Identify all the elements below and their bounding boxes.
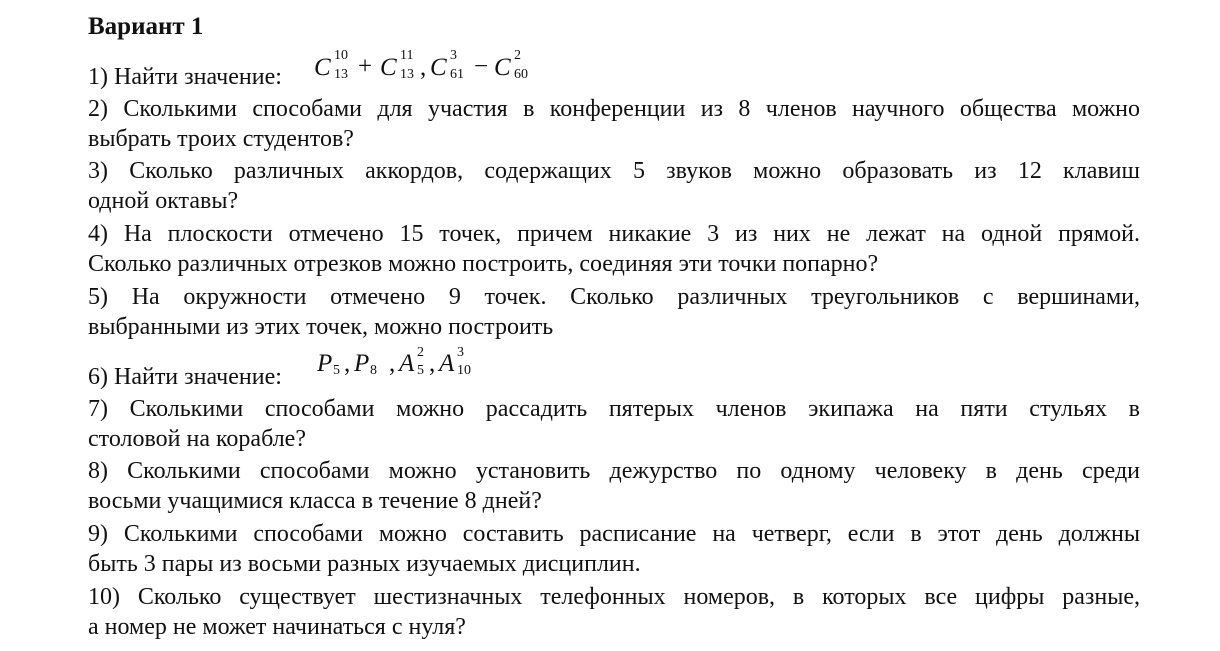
formula-1-c1: C [314, 54, 331, 81]
formula-1-plus: + [358, 53, 373, 80]
formula-1-c2: C [380, 54, 397, 81]
task-7-line-1: 7) Сколькими способами можно рассадить пятерых членов экипажа на пяти стульях в [88, 396, 1140, 422]
formula-2-p1: P [317, 350, 333, 377]
task-6-label: 6) Найти значение: [88, 364, 282, 390]
task-10-line-1: 10) Сколько существует шестизначных телефонных номеров, в которых все цифры разные, [88, 584, 1140, 610]
formula-2-a2: A [439, 350, 455, 377]
task-8-line-1: 8) Сколькими способами можно установить дежурство по одному человеку в день среди [88, 458, 1140, 484]
formula-2-p1-sub: 5 [333, 363, 340, 378]
task-2-line-2: выбрать троих студентов? [88, 126, 354, 152]
formula-1-c3: C [430, 54, 447, 81]
task-1-label: 1) Найти значение: [88, 64, 282, 90]
formula-1-c4-sup: 2 [514, 48, 521, 63]
task-5-line-1: 5) На окружности отмечено 9 точек. Сколько различных треугольников с вершинами, [88, 284, 1140, 310]
task-4-line-2: Сколько различных отрезков можно построить, соединяя эти точки попарно? [88, 251, 879, 277]
task-9-line-2: быть 3 пары из восьми разных изучаемых дисциплин. [88, 551, 641, 577]
formula-2-p2: P [354, 350, 370, 377]
formula-2-a2-sup: 3 [457, 345, 464, 360]
task-3-line-2: одной октавы? [88, 188, 239, 214]
formula-1-c2-sub: 13 [400, 67, 414, 82]
formula-2-comma-2: , [389, 350, 396, 377]
formula-1-c3-sub: 61 [450, 67, 464, 82]
task-3-line-1: 3) Сколько различных аккордов, содержащих 5 звуков можно образовать из 12 клавиш [88, 158, 1140, 184]
task-4-line-1: 4) На плоскости отмечено 15 точек, причем никакие 3 из них не лежат на одной прямой. [88, 221, 1140, 247]
formula-2-a1-sub: 5 [417, 363, 424, 378]
formula-1-c1-sup: 10 [334, 48, 348, 63]
formula-1-c3-sup: 3 [450, 48, 457, 63]
task-8-line-2: восьми учащимися класса в течение 8 дней? [88, 488, 542, 514]
formula-2-comma-3: , [429, 350, 436, 377]
formula-2-comma-1: , [344, 350, 351, 377]
formula-1-c4-sub: 60 [514, 67, 528, 82]
task-7-line-2: столовой на корабле? [88, 426, 306, 452]
formula-1-c4: C [494, 54, 511, 81]
task-10-line-2: а номер не может начинаться с нуля? [88, 614, 466, 640]
formula-1-c2-sup: 11 [400, 48, 414, 63]
formula-2-a1-sup: 2 [417, 345, 424, 360]
formula-2-a2-sub: 10 [457, 363, 471, 378]
task-2-line-1: 2) Сколькими способами для участия в конференции из 8 членов научного общества можно [88, 96, 1140, 122]
formula-1-comma: , [420, 54, 427, 81]
formula-2-p2-sub: 8 [370, 363, 377, 378]
formula-1-c1-sub: 13 [334, 67, 348, 82]
formula-1-minus: − [474, 53, 489, 80]
task-5-line-2: выбранными из этих точек, можно построить [88, 314, 554, 340]
formula-2-a1: A [399, 350, 415, 377]
formula-1 [314, 46, 544, 86]
task-9-line-1: 9) Сколькими способами можно составить расписание на четверг, если в этот день должны [88, 521, 1140, 547]
document-title: Вариант 1 [88, 13, 204, 40]
formula-2 [317, 344, 487, 384]
